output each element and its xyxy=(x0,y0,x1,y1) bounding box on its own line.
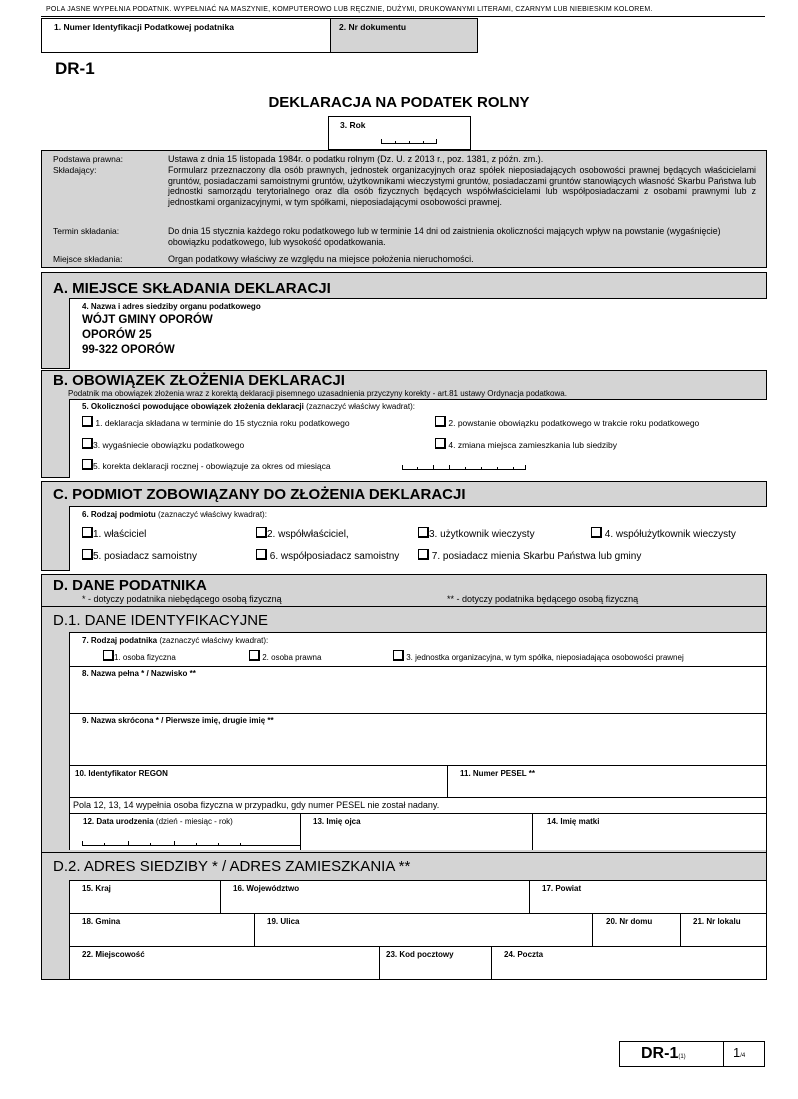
option-c3[interactable]: 3. użytkownik wieczysty xyxy=(418,527,535,540)
filer-text: Formularz przeznaczony dla osób prawnych, jednostek organizacyjnych oraz spółek nieposiadających osobowości prawnej będących właścicielami gruntów, posiadaczami samoistnymi gruntów, użytkownikami wieczystymi gruntów, posiadaczami gruntów stanowiących własność Skarbu Państwa lub jednostki samorządu terytorialnego oraz dla osób fizycznych będących współwłaścicielami lub współposiadaczami z osobami prawnymi lub z jednostkami organizacyjnymi, w tym spółkami, nieposiadającymi osobowości prawnej. xyxy=(168,165,756,207)
voivodeship-label: 16. Województwo xyxy=(233,884,300,893)
commune-field[interactable] xyxy=(69,913,255,947)
country-field[interactable] xyxy=(69,880,221,913)
locality-field[interactable] xyxy=(69,946,380,979)
checkbox-icon[interactable] xyxy=(82,527,93,538)
birth-date-label: 12. Data urodzenia (dzień - miesiąc - rok) xyxy=(83,817,233,826)
section-a-title: A. MIEJSCE SKŁADANIA DEKLARACJI xyxy=(53,280,331,297)
option-c2[interactable]: 2. współwłaściciel, xyxy=(256,527,349,540)
section-c-title: C. PODMIOT ZOBOWIĄZANY DO ZŁOŻENIA DEKLARACJI xyxy=(53,486,466,503)
apartment-number-label: 21. Nr lokalu xyxy=(693,917,741,926)
mother-name-field[interactable] xyxy=(532,813,766,850)
section-b xyxy=(41,370,767,478)
checkbox-icon[interactable] xyxy=(393,650,404,661)
checkbox-icon[interactable] xyxy=(82,549,93,560)
info-block xyxy=(41,150,767,268)
regon-label: 10. Identyfikator REGON xyxy=(75,769,168,778)
father-name-label: 13. Imię ojca xyxy=(313,817,361,826)
option-c7[interactable]: 7. posiadacz mienia Skarbu Państwa lub gminy xyxy=(418,549,641,562)
checkbox-icon[interactable] xyxy=(103,650,114,661)
document-number-label: 2. Nr dokumentu xyxy=(339,22,407,32)
section-b-title: B. OBOWIĄZEK ZŁOŻENIA DEKLARACJI xyxy=(53,372,345,389)
deadline-label: Termin składania: xyxy=(53,226,120,236)
circumstances-field xyxy=(69,399,767,478)
top-rule xyxy=(41,16,765,17)
father-name-field[interactable] xyxy=(300,813,533,850)
document-number-field xyxy=(330,18,478,53)
birth-date-ticks xyxy=(82,841,300,846)
d1-title: D.1. DANE IDENTYFIKACYJNE xyxy=(53,612,269,629)
option-b1[interactable]: 1. deklaracja składana w terminie do 15 stycznia roku podatkowego xyxy=(82,416,350,428)
authority-label: 4. Nazwa i adres siedziby organu podatkowego xyxy=(82,302,261,311)
full-name-label: 8. Nazwa pełna * / Nazwisko ** xyxy=(82,669,196,678)
authority-field[interactable] xyxy=(69,298,767,369)
d2-title: D.2. ADRES SIEDZIBY * / ADRES ZAMIESZKANIA ** xyxy=(53,858,411,875)
option-b5[interactable]: 5. korekta deklaracji rocznej - obowiązuje za okres od miesiąca xyxy=(82,459,331,471)
checkbox-icon[interactable] xyxy=(435,438,446,449)
place-label: Miejsce składania: xyxy=(53,254,123,264)
fields-note: Pola 12, 13, 14 wypełnia osoba fizyczna w przypadku, gdy numer PESEL nie został nadany. xyxy=(73,800,440,810)
entity-type-label: 6. Rodzaj podmiotu (zaznaczyć właściwy kwadrat): xyxy=(82,510,267,519)
section-a xyxy=(41,272,767,369)
post-office-field[interactable] xyxy=(491,946,766,979)
filer-label: Składający: xyxy=(53,165,97,175)
county-label: 17. Powiat xyxy=(542,884,582,893)
locality-label: 22. Miejscowość xyxy=(82,950,145,959)
option-d2[interactable]: 2. osoba prawna xyxy=(249,650,321,662)
checkbox-icon[interactable] xyxy=(256,549,267,560)
checkbox-icon[interactable] xyxy=(591,527,602,538)
form-code: DR-1 xyxy=(55,59,95,78)
circumstances-label: 5. Okoliczności powodujące obowiązek złożenia deklaracji (zaznaczyć właściwy kwadrat): xyxy=(82,402,415,411)
postal-code-label: 23. Kod pocztowy xyxy=(386,950,454,959)
authority-line-3: 99-322 OPORÓW xyxy=(82,344,175,356)
footer-form-code-box xyxy=(619,1041,765,1067)
option-b2[interactable]: 2. powstanie obowiązku podatkowego w trakcie roku podatkowego xyxy=(435,416,699,428)
year-label: 3. Rok xyxy=(340,120,366,130)
house-number-field[interactable] xyxy=(592,913,681,947)
entity-type-field xyxy=(69,506,767,571)
short-name-field[interactable] xyxy=(70,714,767,761)
mother-name-label: 14. Imię matki xyxy=(547,817,600,826)
voivodeship-field[interactable] xyxy=(220,880,530,913)
street-label: 19. Ulica xyxy=(267,917,300,926)
authority-line-2: OPORÓW 25 xyxy=(82,329,152,341)
section-d-title: D. DANE PODATNIKA xyxy=(53,577,207,594)
legal-basis-label: Podstawa prawna: xyxy=(53,154,123,164)
checkbox-icon[interactable] xyxy=(249,650,260,661)
section-b-note: Podatnik ma obowiązek złożenia wraz z korektą deklaracji pisemnego uzasadnienia przyczyny korekty - art.81 ustawy Ordynacja podatkowa. xyxy=(68,389,567,398)
taxpayer-type-label: 7. Rodzaj podatnika (zaznaczyć właściwy kwadrat): xyxy=(82,636,269,645)
option-c1[interactable]: 1. właściciel xyxy=(82,527,146,540)
authority-line-1: WÓJT GMINY OPORÓW xyxy=(82,314,213,326)
section-d xyxy=(41,574,767,980)
place-text: Organ podatkowy właściwy ze względu na miejsce położenia nieruchomości. xyxy=(168,254,474,264)
correction-period-ticks xyxy=(402,465,526,470)
commune-label: 18. Gmina xyxy=(82,917,121,926)
top-notice: POLA JASNE WYPEŁNIA PODATNIK. WYPEŁNIAĆ NA MASZYNIE, KOMPUTEROWO LUB RĘCZNIE, DUŻYMI, DRUKOWANYMI LITERAMI, CZARNYM LUB NIEBIESKIM KOLOREM. xyxy=(46,6,653,13)
checkbox-icon[interactable] xyxy=(418,527,429,538)
short-name-label: 9. Nazwa skrócona * / Pierwsze imię, drugie imię ** xyxy=(82,716,274,725)
page-number: 1/4 xyxy=(733,1045,746,1060)
postal-code-field[interactable] xyxy=(379,946,492,979)
checkbox-icon[interactable] xyxy=(82,459,93,470)
option-d1[interactable]: 1. osoba fizyczna xyxy=(103,650,176,662)
option-b4[interactable]: 4. zmiana miejsca zamieszkania lub siedziby xyxy=(435,438,617,450)
nip-field[interactable] xyxy=(41,18,331,53)
year-digit-ticks xyxy=(381,139,437,144)
street-field[interactable] xyxy=(254,913,593,947)
regon-field[interactable] xyxy=(69,765,448,798)
year-field[interactable] xyxy=(328,116,471,150)
page-title: DEKLARACJA NA PODATEK ROLNY xyxy=(268,94,530,111)
option-d3[interactable]: 3. jednostka organizacyjna, w tym spółka, nieposiadająca osobowości prawnej xyxy=(393,650,684,662)
county-field[interactable] xyxy=(529,880,766,913)
apartment-number-field[interactable] xyxy=(680,913,766,947)
house-number-label: 20. Nr domu xyxy=(606,917,653,926)
option-c5[interactable]: 5. posiadacz samoistny xyxy=(82,549,197,562)
full-name-field[interactable] xyxy=(70,667,767,713)
deadline-text: Do dnia 15 stycznia każdego roku podatkowego lub w terminie 14 dni od zaistnienia okoliczności mających wpływ na powstanie (wygaśnięcie) obowiązku podatkowego, lub wysokość opodatkowania. xyxy=(168,226,721,247)
pesel-field[interactable] xyxy=(447,765,766,798)
checkbox-icon[interactable] xyxy=(256,527,267,538)
checkbox-icon[interactable] xyxy=(418,549,429,560)
section-d-note-2: ** - dotyczy podatnika będącego osobą fizyczną xyxy=(447,594,639,604)
section-d-note-1: * - dotyczy podatnika niebędącego osobą fizyczną xyxy=(82,594,282,604)
option-c4[interactable]: 4. współużytkownik wieczysty xyxy=(591,527,736,540)
option-c6[interactable]: 6. współposiadacz samoistny xyxy=(256,549,399,562)
checkbox-icon[interactable] xyxy=(435,416,446,427)
checkbox-icon[interactable] xyxy=(82,438,93,449)
legal-basis-text: Ustawa z dnia 15 listopada 1984r. o podatku rolnym (Dz. U. z 2013 r., poz. 1381, z późn. zm.). xyxy=(168,154,544,164)
nip-field-label: 1. Numer Identyfikacji Podatkowej podatnika xyxy=(54,22,234,32)
option-b3[interactable]: 3. wygaśniecie obowiązku podatkowego xyxy=(82,438,244,450)
pesel-label: 11. Numer PESEL ** xyxy=(460,769,535,778)
d-divider xyxy=(42,606,766,607)
country-label: 15. Kraj xyxy=(82,884,111,893)
birth-date-field[interactable] xyxy=(69,813,301,850)
section-c xyxy=(41,481,767,571)
post-office-label: 24. Poczta xyxy=(504,950,544,959)
checkbox-icon[interactable] xyxy=(82,416,93,427)
footer-form-code: DR-1(1) xyxy=(641,1045,686,1062)
